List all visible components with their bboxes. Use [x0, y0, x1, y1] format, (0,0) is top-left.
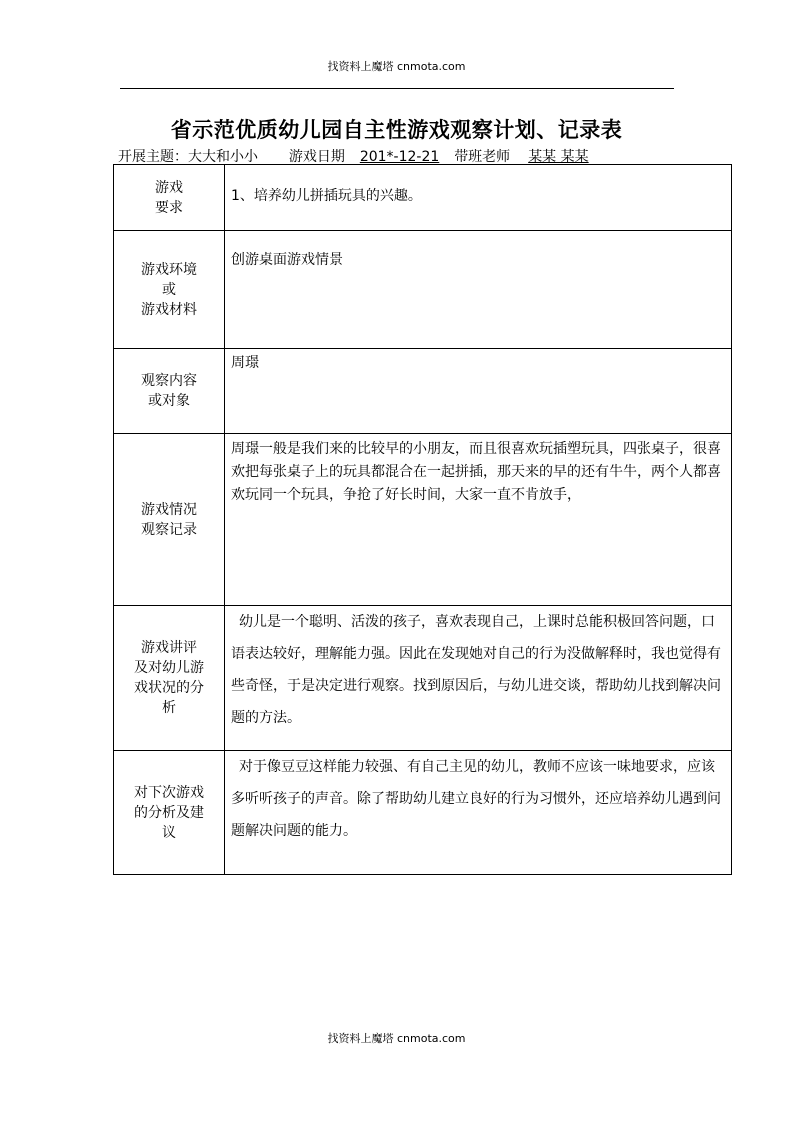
- table-row: [114, 165, 732, 231]
- row-content-observation-record: 周璟一般是我们来的比较早的小朋友，而且很喜欢玩插塑玩具，四张桌子，很喜欢把每张桌子上的玩具都混合在一起拼插，那天来的早的还有牛牛，两个人都喜欢玩同一个玩具，争抢了好长时间，大家一直不肯放手，: [225, 434, 732, 606]
- table-row: [114, 434, 732, 606]
- row-label-suggestion: 对下次游戏 的分析及建 议: [114, 751, 225, 875]
- table-row: [114, 606, 732, 751]
- page-header: 找资料上魔塔 cnmota.com: [327, 60, 466, 73]
- page-footer: 找资料上魔塔 cnmota.com: [327, 1032, 466, 1045]
- header-divider: [120, 88, 674, 89]
- teacher-value: 某某 某某: [528, 149, 589, 165]
- row-content-requirement: 1、培养幼儿拼插玩具的兴趣。: [225, 165, 732, 231]
- row-label-requirement: 游戏 要求: [114, 165, 225, 231]
- observation-table: [113, 164, 732, 875]
- date-value: 201*-12-21: [359, 149, 440, 165]
- meta-line: [118, 146, 617, 166]
- row-content-environment: 创游桌面游戏情景: [225, 231, 732, 349]
- row-label-environment: 游戏环境 或 游戏材料: [114, 231, 225, 349]
- date-label: 游戏日期: [288, 149, 345, 165]
- row-content-analysis: 幼儿是一个聪明、活泼的孩子，喜欢表现自己，上课时总能积极回答问题，口语表达较好，理解能力强。因此在发现她对自己的行为没做解释时，我也觉得有些奇怪，于是决定进行观察。找到原因后，与幼儿进交谈，帮助幼儿找到解决问题的方法。: [225, 606, 732, 751]
- row-label-analysis: 游戏讲评 及对幼儿游 戏状况的分 析: [114, 606, 225, 751]
- document-title: 省示范优质幼儿园自主性游戏观察计划、记录表: [170, 117, 623, 142]
- row-label-observation-target: 观察内容 或对象: [114, 349, 225, 434]
- row-content-observation-target: 周璟: [225, 349, 732, 434]
- table-row: [114, 751, 732, 875]
- table-row: [114, 231, 732, 349]
- teacher-label: 带班老师: [454, 149, 511, 165]
- table-row: [114, 349, 732, 434]
- theme-value: 大大和小小: [188, 149, 258, 165]
- row-label-observation-record: 游戏情况 观察记录: [114, 434, 225, 606]
- row-content-suggestion: 对于像豆豆这样能力较强、有自己主见的幼儿，教师不应该一味地要求，应该多听听孩子的声音。除了帮助幼儿建立良好的行为习惯外，还应培养幼儿遇到问题解决问题的能力。: [225, 751, 732, 875]
- theme-label: 开展主题：: [118, 149, 188, 165]
